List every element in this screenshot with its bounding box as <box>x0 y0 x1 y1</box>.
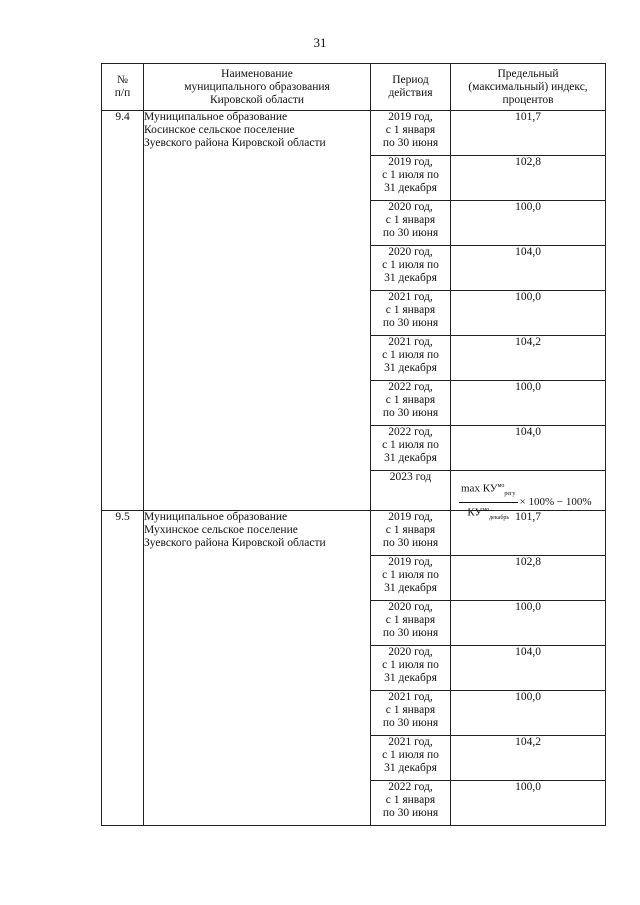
municipality-name-line: Зуевского района Кировской области <box>144 537 326 549</box>
page-number: 31 <box>313 35 327 50</box>
period-line: по 30 июня <box>382 717 439 729</box>
table-row <box>102 511 606 556</box>
period-line: по 30 июня <box>382 317 439 329</box>
formula-tail: × 100% − 100% <box>519 495 592 508</box>
municipality-name <box>144 111 371 511</box>
header-index-line: (максимальный) индекс, <box>468 80 588 93</box>
table-body <box>102 111 606 826</box>
period-line: 2022 год, <box>388 781 433 793</box>
period-cell <box>371 471 451 511</box>
period-line: 2021 год, <box>388 691 433 703</box>
period-line: по 30 июня <box>382 227 439 239</box>
period-line: с 1 июля по <box>382 749 439 761</box>
period-cell <box>371 601 451 646</box>
index-value: 104,2 <box>451 336 606 381</box>
period-line: с 1 июля по <box>382 569 439 581</box>
period-line: 31 декабря <box>384 762 437 774</box>
period-line: 2021 год, <box>388 736 433 748</box>
period-line: с 1 июля по <box>382 259 439 271</box>
period-line: 2023 год <box>389 471 432 483</box>
period-line: с 1 июля по <box>382 659 439 671</box>
header-num <box>102 64 144 111</box>
period-line: с 1 июля по <box>382 169 439 181</box>
period-line: с 1 января <box>385 304 436 316</box>
formula-den-main: КУ <box>467 506 483 519</box>
index-value: 104,2 <box>451 736 606 781</box>
formula-num-sub: регу <box>504 490 516 497</box>
period-line: 2021 год, <box>388 336 433 348</box>
period-line: с 1 июля по <box>382 349 439 361</box>
period-cell <box>371 246 451 291</box>
period-cell <box>371 381 451 426</box>
period-line: по 30 июня <box>382 807 439 819</box>
index-value: 100,0 <box>451 781 606 826</box>
period-cell <box>371 691 451 736</box>
period-line: 2019 год, <box>388 156 433 168</box>
tariff-index-table <box>101 63 606 826</box>
municipality-name-line: Косинское сельское поселение <box>144 124 295 136</box>
header-period-line: действия <box>388 87 433 99</box>
municipality-name-line: Муниципальное образование <box>144 111 288 123</box>
formula-num-main: max КУ <box>461 482 498 495</box>
period-line: 2020 год, <box>388 646 433 658</box>
period-cell <box>371 336 451 381</box>
index-value: 100,0 <box>451 291 606 336</box>
period-line: по 30 июня <box>382 537 439 549</box>
index-value: 102,8 <box>451 156 606 201</box>
municipality-name <box>144 511 371 826</box>
period-cell <box>371 291 451 336</box>
period-line: 2020 год, <box>388 246 433 258</box>
period-cell <box>371 511 451 556</box>
index-value: 100,0 <box>451 381 606 426</box>
period-line: 31 декабря <box>384 452 437 464</box>
period-line: с 1 января <box>385 524 436 536</box>
period-cell <box>371 736 451 781</box>
formula-numerator <box>459 480 518 503</box>
period-line: с 1 января <box>385 124 436 136</box>
period-line: по 30 июня <box>382 137 439 149</box>
header-period <box>371 64 451 111</box>
municipality-name-line: Муниципальное образование <box>144 511 288 523</box>
municipality-name-line: Зуевского района Кировской области <box>144 137 326 149</box>
period-line: с 1 января <box>385 614 436 626</box>
period-line: с 1 января <box>385 394 436 406</box>
period-line: 2022 год, <box>388 426 433 438</box>
period-line: 2019 год, <box>388 511 433 523</box>
period-line: 2019 год, <box>388 556 433 568</box>
formula-den-sub: декабрь <box>489 514 510 521</box>
formula-denominator <box>459 503 518 525</box>
index-value: 101,7 <box>451 511 606 556</box>
header-name <box>144 64 371 111</box>
header-num-line: п/п <box>114 87 131 99</box>
index-value: 101,7 <box>451 111 606 156</box>
period-cell <box>371 426 451 471</box>
period-line: по 30 июня <box>382 407 439 419</box>
period-line: 2022 год, <box>388 381 433 393</box>
header-num-line: № <box>117 74 128 86</box>
period-line: с 1 января <box>385 214 436 226</box>
row-number: 9.4 <box>102 111 144 511</box>
index-value: 102,8 <box>451 556 606 601</box>
period-line: 2019 год, <box>388 111 433 123</box>
period-line: 31 декабря <box>384 672 437 684</box>
row-number: 9.5 <box>102 511 144 826</box>
period-line: 2020 год, <box>388 201 433 213</box>
header-name-line: Кировской области <box>209 93 305 106</box>
header-name-line: Наименование <box>221 67 293 80</box>
table-row <box>102 111 606 156</box>
period-line: с 1 июля по <box>382 439 439 451</box>
period-line: 31 декабря <box>384 182 437 194</box>
index-value: 100,0 <box>451 601 606 646</box>
table-header <box>102 64 606 111</box>
period-line: 31 декабря <box>384 362 437 374</box>
period-cell <box>371 781 451 826</box>
period-line: по 30 июня <box>382 627 439 639</box>
period-line: 31 декабря <box>384 582 437 594</box>
period-line: с 1 января <box>385 704 436 716</box>
period-line: 31 декабря <box>384 272 437 284</box>
period-cell <box>371 111 451 156</box>
index-value: 100,0 <box>451 201 606 246</box>
period-cell <box>371 201 451 246</box>
header-index-line: процентов <box>502 93 554 106</box>
index-value: 104,0 <box>451 426 606 471</box>
period-line: 2021 год, <box>388 291 433 303</box>
period-line: 2020 год, <box>388 601 433 613</box>
period-cell <box>371 156 451 201</box>
municipality-name-line: Мухинское сельское поселение <box>144 524 298 536</box>
index-value: 104,0 <box>451 646 606 691</box>
index-value: 100,0 <box>451 691 606 736</box>
formula-den-sup: мо <box>482 506 490 513</box>
period-cell <box>371 556 451 601</box>
header-name-line: муниципального образования <box>184 80 330 93</box>
header-index <box>451 64 606 111</box>
formula-fraction <box>459 480 518 525</box>
formula-num-sup: мо <box>497 483 505 489</box>
period-line: с 1 января <box>385 794 436 806</box>
header-index-line: Предельный <box>497 67 559 80</box>
index-value: 104,0 <box>451 246 606 291</box>
period-cell <box>371 646 451 691</box>
header-period-line: Период <box>392 74 429 86</box>
